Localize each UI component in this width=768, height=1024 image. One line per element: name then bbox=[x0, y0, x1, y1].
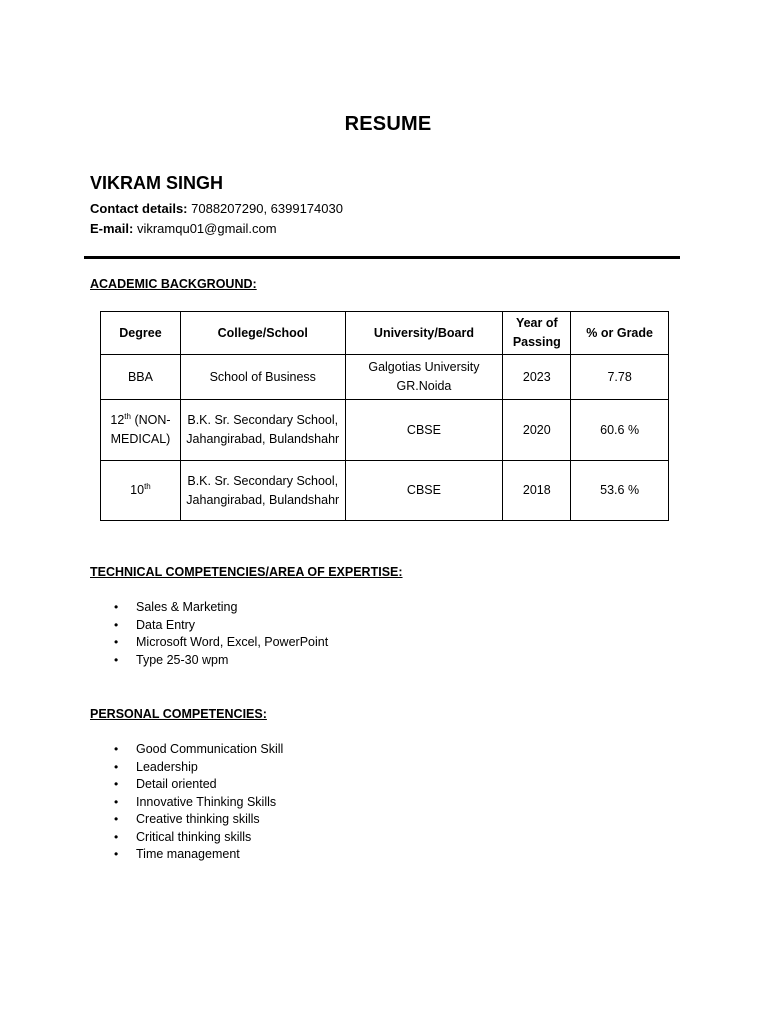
table-header-row bbox=[101, 312, 669, 355]
list-item bbox=[112, 776, 283, 794]
column-header-year: Year of Passing bbox=[503, 312, 571, 355]
degree-superscript: th bbox=[144, 482, 151, 491]
list-item-text: Creative thinking skills bbox=[136, 812, 260, 826]
degree-stream: (NON-MEDICAL) bbox=[110, 413, 171, 446]
list-item bbox=[112, 829, 283, 847]
document-title: RESUME bbox=[344, 113, 432, 135]
list-item-text: Innovative Thinking Skills bbox=[136, 794, 277, 809]
bullet-icon: • bbox=[114, 812, 119, 826]
board-cell: CBSE bbox=[345, 461, 503, 521]
board-cell: CBSE bbox=[345, 400, 503, 461]
column-header-board: University/Board bbox=[345, 312, 503, 355]
bullet-icon: • bbox=[114, 794, 119, 809]
bullet-icon: • bbox=[114, 652, 119, 667]
grade-cell: 53.6 % bbox=[571, 461, 669, 521]
personal-competencies-list bbox=[112, 741, 283, 864]
table-row bbox=[101, 355, 669, 400]
academic-background-heading: ACADEMIC BACKGROUND: bbox=[90, 277, 257, 291]
college-cell: B.K. Sr. Secondary School, Jahangirabad, Bulandshahr bbox=[180, 400, 345, 461]
degree-text: 12 bbox=[110, 413, 125, 427]
list-item-text: Leadership bbox=[136, 759, 198, 774]
list-item bbox=[112, 794, 283, 812]
academic-table bbox=[100, 311, 669, 521]
email-label: E-mail: bbox=[90, 221, 134, 236]
column-header-degree: Degree bbox=[101, 312, 181, 355]
college-cell: School of Business bbox=[180, 355, 345, 400]
bullet-icon: • bbox=[114, 635, 119, 649]
degree-cell bbox=[101, 400, 181, 461]
table-row bbox=[101, 400, 669, 461]
degree-superscript: th bbox=[124, 412, 131, 421]
technical-competencies-list bbox=[112, 599, 328, 669]
table-row bbox=[101, 461, 669, 521]
column-header-college: College/School bbox=[180, 312, 345, 355]
bullet-icon: • bbox=[114, 847, 119, 861]
contact-details-label: Contact details: bbox=[90, 201, 188, 216]
contact-details-line bbox=[90, 201, 343, 216]
email-address: vikramqu01@gmail.com bbox=[136, 221, 277, 236]
bullet-icon: • bbox=[114, 742, 119, 756]
list-item bbox=[112, 634, 328, 652]
list-item-text: Data Entry bbox=[136, 617, 196, 632]
list-item bbox=[112, 846, 283, 864]
grade-cell: 7.78 bbox=[571, 355, 669, 400]
list-item bbox=[112, 617, 328, 635]
year-cell: 2023 bbox=[503, 355, 571, 400]
list-item-text: Microsoft Word, Excel, PowerPoint bbox=[136, 635, 329, 649]
header-divider bbox=[84, 256, 680, 259]
list-item-text: Critical thinking skills bbox=[136, 829, 252, 844]
bullet-icon: • bbox=[114, 617, 119, 632]
degree-text: BBA bbox=[127, 369, 153, 384]
list-item-text: Type 25-30 wpm bbox=[136, 652, 229, 667]
bullet-icon: • bbox=[114, 777, 119, 791]
list-item bbox=[112, 759, 283, 777]
list-item bbox=[112, 741, 283, 759]
degree-cell bbox=[101, 461, 181, 521]
college-cell: B.K. Sr. Secondary School, Jahangirabad, Bulandshahr bbox=[180, 461, 345, 521]
list-item-text: Good Communication Skill bbox=[136, 742, 284, 756]
year-cell: 2020 bbox=[503, 400, 571, 461]
board-cell: Galgotias University GR.Noida bbox=[345, 355, 503, 400]
personal-competencies-heading: PERSONAL COMPETENCIES: bbox=[90, 707, 267, 721]
email-line bbox=[90, 221, 277, 236]
degree-cell bbox=[101, 355, 181, 400]
list-item-text: Time management bbox=[136, 847, 240, 861]
bullet-icon: • bbox=[114, 759, 119, 774]
list-item bbox=[112, 599, 328, 617]
bullet-icon: • bbox=[114, 829, 119, 844]
candidate-name: VIKRAM SINGH bbox=[90, 173, 224, 193]
grade-cell: 60.6 % bbox=[571, 400, 669, 461]
technical-competencies-heading: TECHNICAL COMPETENCIES/AREA OF EXPERTISE: bbox=[90, 565, 403, 579]
column-header-grade: % or Grade bbox=[571, 312, 669, 355]
list-item-text: Detail oriented bbox=[136, 777, 217, 791]
bullet-icon: • bbox=[114, 600, 119, 614]
phone-numbers: 7088207290, 6399174030 bbox=[191, 201, 343, 216]
year-cell: 2018 bbox=[503, 461, 571, 521]
list-item bbox=[112, 652, 328, 670]
list-item-text: Sales & Marketing bbox=[136, 600, 238, 614]
list-item bbox=[112, 811, 283, 829]
degree-text: 10 bbox=[130, 483, 145, 497]
